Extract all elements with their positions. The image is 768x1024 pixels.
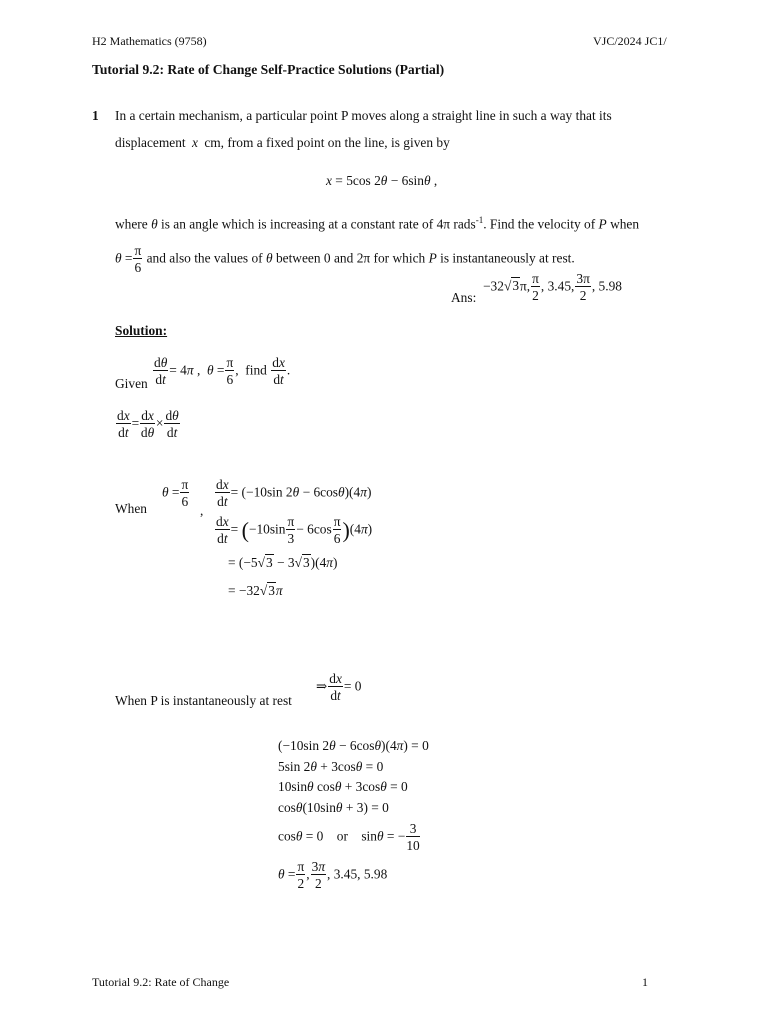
solution-heading: Solution: — [115, 323, 168, 338]
when-label: When — [115, 501, 147, 516]
rest-label: When P is instantaneously at rest — [115, 693, 292, 708]
header-left: H2 Mathematics (9758) — [92, 34, 207, 48]
velocity-step-2: $\frac{dx}{dt}$ = (−10sin $\frac{\pi}{3}$ − 6cos $\frac{\pi}{6}$ )(4π) — [216, 514, 373, 547]
displacement-equation: x = 5cos 2θ − 6sinθ , — [326, 173, 438, 188]
header-right: VJC/2024 JC1/ — [593, 34, 667, 48]
answer-values: −32√3π, $\frac{\pi}{2}$ , 3.45, $\frac{3\pi}{2}$ , 5.98 — [483, 271, 622, 304]
question-line-3: where θ is an angle which is increasing at a constant rate of 4π rads$^{-1}$. Find the velocity of P when — [115, 215, 640, 232]
answer-label: Ans: — [451, 290, 477, 305]
velocity-step-3: = (−5√3 − 3√3)(4π) — [228, 555, 338, 570]
rest-step-3: 10sinθ cosθ + 3cosθ = 0 — [278, 779, 408, 794]
rest-condition: ⇒ $\frac{dx}{dt}$ = 0 — [316, 671, 362, 704]
page-number: 1 — [642, 975, 648, 989]
when-theta: θ = $\frac{\pi}{6}$ — [162, 477, 189, 510]
rest-step-2: 5sin 2θ + 3cosθ = 0 — [278, 759, 384, 774]
question-line-1: In a certain mechanism, a particular point P moves along a straight line in such a way that its — [115, 108, 612, 123]
velocity-result: = −32√3π — [228, 583, 283, 598]
rest-step-4: cosθ(10sinθ + 3) = 0 — [278, 800, 389, 815]
footer-left: Tutorial 9.2: Rate of Change — [92, 975, 230, 989]
page-title: Tutorial 9.2: Rate of Change Self-Practice Solutions (Partial) — [92, 62, 445, 77]
rest-final: θ = $\frac{\pi}{2}$ , $\frac{3\pi}{2}$ , 3.45, 5.98 — [278, 859, 388, 892]
question-line-2: displacement x cm, from a fixed point on the line, is given by — [115, 135, 450, 150]
rest-step-5: cosθ = 0 or sinθ = − $\frac{3}{10}$ — [278, 821, 420, 854]
comma: , — [200, 503, 204, 518]
given-label: Given — [115, 376, 148, 391]
given-expression: $\frac{d\theta}{dt}$ = 4π , θ = $\frac{\pi}{6}$ , find $\frac{dx}{dt}$ . — [154, 355, 291, 388]
rest-step-1: (−10sin 2θ − 6cosθ)(4π) = 0 — [278, 738, 429, 753]
velocity-step-1: $\frac{dx}{dt}$ = (−10sin 2θ − 6cosθ)(4π) — [216, 477, 372, 510]
question-line-4: θ = $\frac{\pi}{6}$ and also the values of θ between 0 and 2π for which P is instantaneously at rest. — [115, 243, 575, 276]
chain-rule: $\frac{dx}{dt}$ = $\frac{dx}{d\theta}$ × $\frac{d\theta}{dt}$ — [117, 408, 179, 441]
question-number: 1 — [92, 108, 99, 123]
